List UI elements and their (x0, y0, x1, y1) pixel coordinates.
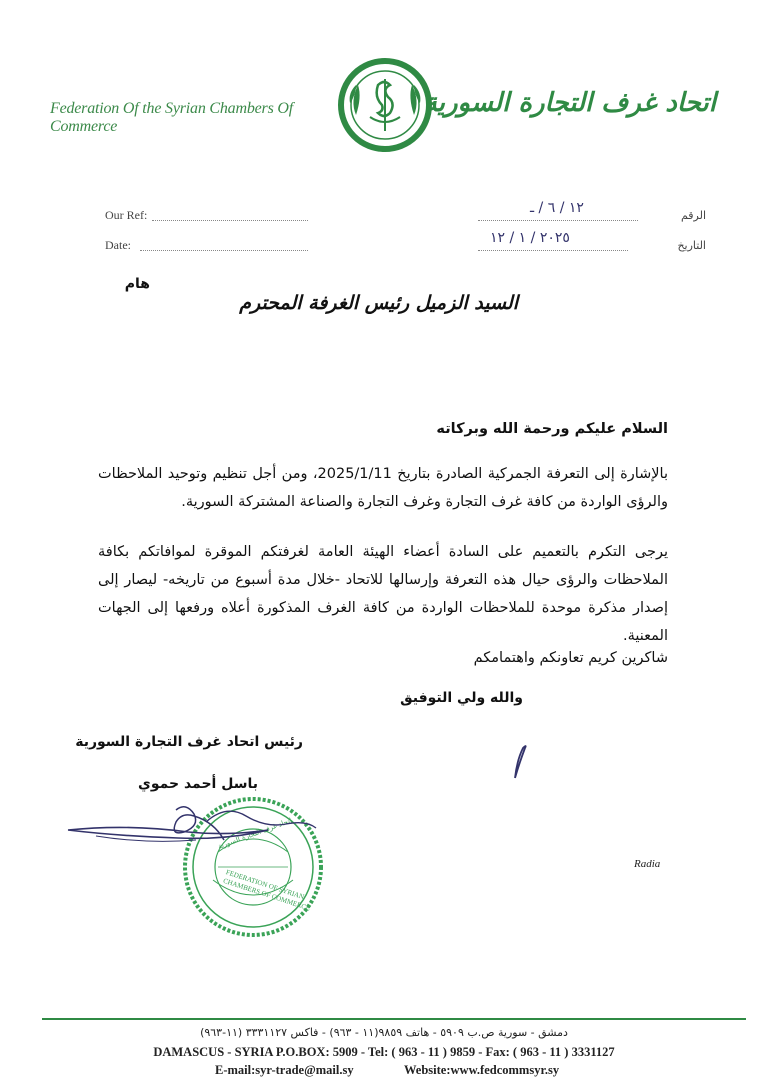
our-ref-line (152, 210, 308, 221)
footer-website: Website:www.fedcommsyr.sy (404, 1063, 560, 1077)
closing-line: والله ولي التوفيق (400, 690, 523, 706)
arabic-ref-label: الرقم (680, 209, 706, 222)
body-paragraph-1: بالإشارة إلى التعرفة الجمركية الصادرة بتاريخ 2025/1/11، ومن أجل تنظيم وتوحيد الملاحظات والرؤى الواردة من كافة غرف التجارة وغرف التجارة والصناعة المشتركة السورية. (98, 466, 668, 510)
thanks-line: شاكرين كريم تعاونكم واهتمامكم (473, 650, 668, 666)
stamp-arabic-text: اتحاد غرف التجارة السورية (216, 816, 293, 851)
body-paragraph-2: يرجى التكرم بالتعميم على السادة أعضاء الهيئة العامة لغرفتكم الموقرة لموافاتكم بكافة الملاحظات والرؤى حيال هذه التعرفة وإرسالها للاتحاد -خلال مدة أسبوع من تاريخه- ليصار إلى إصدار مذكرة موحدة للملاحظات الواردة من كافة الغرف المذكورة أعلاه ورفعها إلى الجهات المعنية. (98, 544, 668, 644)
arabic-letterhead-title: اتحاد غرف التجارة السورية (423, 88, 716, 118)
federation-emblem-logo (334, 55, 436, 155)
stamp-english-text: FEDERATION OF SYRIAN CHAMBERS OF COMMERCE (222, 868, 312, 913)
arabic-date-label: التاريخ (677, 239, 706, 252)
urgent-marker: هام (124, 276, 150, 292)
arabic-ref-value: ١٢ / ٦ / ـ (530, 200, 584, 216)
handwritten-signature (66, 800, 326, 870)
typist-initials: Radia (634, 858, 661, 870)
our-ref-label: Our Ref: (105, 208, 148, 222)
footer-arabic-address: دمشق - سورية ص.ب ٥٩٠٩ - هاتف ٩٨٥٩(١١ - ٩٦٣) - فاكس ٣٣٣١١٢٧ (١١-٩٦٣) (200, 1026, 568, 1039)
arabic-date-value: ٢٠٢٥ / ١ / ١٢ (490, 230, 570, 246)
addressee-line: السيد الزميل رئيس الغرفة المحترم (239, 292, 518, 314)
greeting-line: السلام عليكم ورحمة الله وبركاته (436, 421, 668, 437)
footer-english-address: DAMASCUS - SYRIA P.O.BOX: 5909 - Tel: ( 963 - 11 ) 9859 - Fax: ( 963 - 11 ) 3331127 (153, 1045, 615, 1059)
date-line (140, 240, 308, 251)
footer-email: E-mail:syr-trade@mail.sy (215, 1063, 354, 1077)
footer-divider (42, 1018, 746, 1020)
signer-name: باسل أحمد حموي (138, 776, 258, 792)
signer-title: رئيس اتحاد غرف التجارة السورية (75, 734, 303, 750)
english-letterhead-title: Federation Of the Syrian Chambers Of Commerce (50, 100, 293, 135)
handwritten-initial-mark (505, 742, 535, 782)
date-label: Date: (105, 238, 131, 252)
